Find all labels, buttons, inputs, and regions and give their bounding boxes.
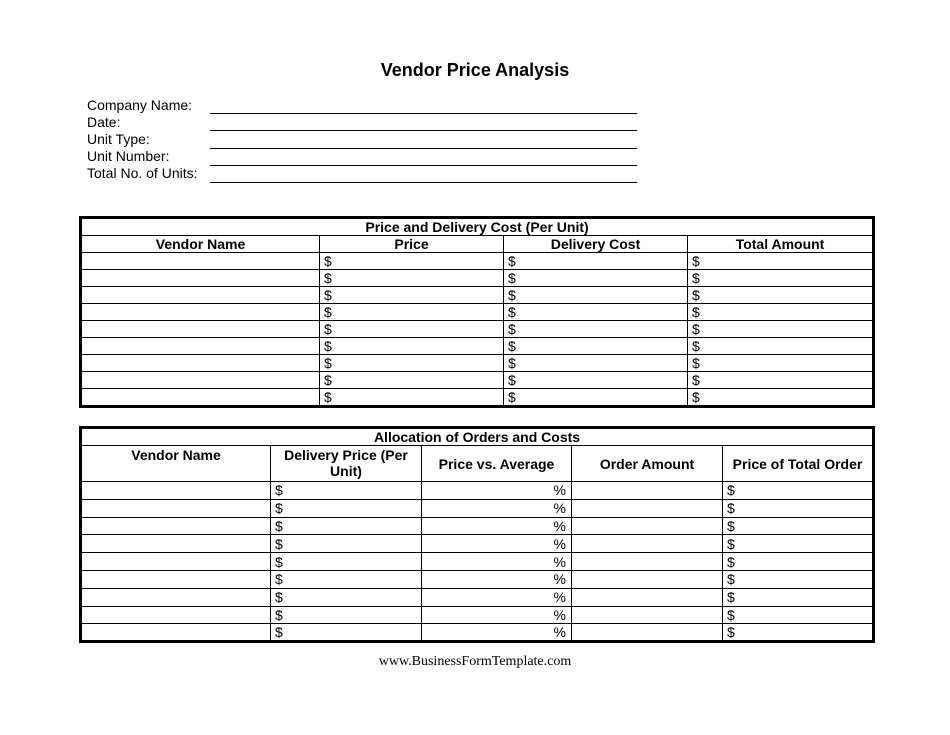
table-title: Allocation of Orders and Costs: [81, 428, 874, 446]
price-cell[interactable]: $: [320, 338, 504, 355]
table-row: [81, 389, 874, 407]
date-label: Date:: [87, 114, 121, 130]
price-cell[interactable]: $: [320, 355, 504, 372]
table-row: [81, 553, 874, 571]
table-row: [81, 355, 874, 372]
total-amount-cell[interactable]: $: [688, 321, 874, 338]
delivery-price-cell[interactable]: $: [271, 535, 422, 553]
total-amount-cell[interactable]: $: [688, 372, 874, 389]
allocation-table: [79, 426, 875, 643]
delivery-cost-cell[interactable]: $: [504, 355, 688, 372]
table-row: [81, 606, 874, 624]
vendor-name-cell[interactable]: [81, 372, 320, 389]
unit-number-label: Unit Number:: [87, 148, 170, 164]
delivery-cost-cell[interactable]: $: [504, 253, 688, 270]
price-vs-average-cell[interactable]: %: [422, 606, 572, 624]
delivery-price-cell[interactable]: $: [271, 570, 422, 588]
table-row: [81, 588, 874, 606]
order-amount-cell[interactable]: [572, 499, 723, 517]
delivery-cost-cell[interactable]: $: [504, 287, 688, 304]
total-amount-cell[interactable]: $: [688, 253, 874, 270]
column-header-delivery-cost: Delivery Cost: [504, 236, 688, 253]
price-vs-average-cell[interactable]: %: [422, 517, 572, 535]
delivery-cost-cell[interactable]: $: [504, 270, 688, 287]
table-row: [81, 570, 874, 588]
unit-number-field[interactable]: [210, 165, 637, 166]
vendor-name-cell[interactable]: [81, 606, 271, 624]
order-amount-cell[interactable]: [572, 588, 723, 606]
table-row: [81, 253, 874, 270]
order-amount-cell[interactable]: [572, 570, 723, 588]
delivery-cost-cell[interactable]: $: [504, 321, 688, 338]
company-name-field[interactable]: [210, 113, 637, 114]
unit-type-label: Unit Type:: [87, 131, 150, 147]
vendor-name-cell[interactable]: [81, 355, 320, 372]
total-amount-cell[interactable]: $: [688, 270, 874, 287]
table-row: [81, 517, 874, 535]
delivery-price-cell[interactable]: $: [271, 482, 422, 500]
delivery-price-cell[interactable]: $: [271, 606, 422, 624]
price-cell[interactable]: $: [320, 389, 504, 407]
price-cell[interactable]: $: [320, 253, 504, 270]
column-header-price-vs-average: Price vs. Average: [422, 446, 572, 482]
table-row: [81, 372, 874, 389]
column-header-vendor-name: Vendor Name: [81, 446, 271, 482]
price-vs-average-cell[interactable]: %: [422, 499, 572, 517]
delivery-cost-cell[interactable]: $: [504, 338, 688, 355]
delivery-price-cell[interactable]: $: [271, 553, 422, 571]
unit-type-field[interactable]: [210, 148, 637, 149]
table-row: [81, 270, 874, 287]
price-of-total-order-cell[interactable]: $: [723, 624, 874, 642]
vendor-name-cell[interactable]: [81, 517, 271, 535]
vendor-name-cell[interactable]: [81, 253, 320, 270]
delivery-price-cell[interactable]: $: [271, 624, 422, 642]
order-amount-cell[interactable]: [572, 517, 723, 535]
table-row: [81, 321, 874, 338]
table-title: Price and Delivery Cost (Per Unit): [81, 218, 874, 236]
total-amount-cell[interactable]: $: [688, 338, 874, 355]
price-of-total-order-cell[interactable]: $: [723, 553, 874, 571]
column-header-price-of-total-order: Price of Total Order: [723, 446, 874, 482]
delivery-price-cell[interactable]: $: [271, 517, 422, 535]
vendor-name-cell[interactable]: [81, 553, 271, 571]
price-of-total-order-cell[interactable]: $: [723, 499, 874, 517]
total-units-label: Total No. of Units:: [87, 165, 198, 181]
total-amount-cell[interactable]: $: [688, 304, 874, 321]
delivery-cost-cell[interactable]: $: [504, 389, 688, 407]
table-row: [81, 304, 874, 321]
column-header-order-amount: Order Amount: [572, 446, 723, 482]
vendor-name-cell[interactable]: [81, 389, 320, 407]
date-field[interactable]: [210, 130, 637, 131]
table-row: [81, 482, 874, 500]
price-of-total-order-cell[interactable]: $: [723, 535, 874, 553]
delivery-cost-cell[interactable]: $: [504, 304, 688, 321]
price-of-total-order-cell[interactable]: $: [723, 482, 874, 500]
table-row: [81, 499, 874, 517]
table-row: [81, 287, 874, 304]
price-of-total-order-cell[interactable]: $: [723, 517, 874, 535]
price-of-total-order-cell[interactable]: $: [723, 606, 874, 624]
price-vs-average-cell[interactable]: %: [422, 588, 572, 606]
price-delivery-table: [79, 216, 875, 408]
company-name-label: Company Name:: [87, 97, 193, 113]
delivery-price-cell[interactable]: $: [271, 499, 422, 517]
order-amount-cell[interactable]: [572, 606, 723, 624]
table-row: [81, 535, 874, 553]
price-vs-average-cell[interactable]: %: [422, 482, 572, 500]
footer-website: www.BusinessFormTemplate.com: [378, 654, 572, 669]
delivery-cost-cell[interactable]: $: [504, 372, 688, 389]
column-header-delivery-price: Delivery Price (Per Unit): [271, 446, 422, 482]
vendor-name-cell[interactable]: [81, 570, 271, 588]
column-header-price: Price: [320, 236, 504, 253]
vendor-name-cell[interactable]: [81, 482, 271, 500]
price-cell[interactable]: $: [320, 372, 504, 389]
price-cell[interactable]: $: [320, 304, 504, 321]
price-cell[interactable]: $: [320, 270, 504, 287]
price-vs-average-cell[interactable]: %: [422, 553, 572, 571]
vendor-name-cell[interactable]: [81, 588, 271, 606]
vendor-name-cell[interactable]: [81, 624, 271, 642]
delivery-price-cell[interactable]: $: [271, 588, 422, 606]
price-vs-average-cell[interactable]: %: [422, 624, 572, 642]
vendor-name-cell[interactable]: [81, 321, 320, 338]
price-vs-average-cell[interactable]: %: [422, 535, 572, 553]
price-of-total-order-cell[interactable]: $: [723, 570, 874, 588]
vendor-name-cell[interactable]: [81, 499, 271, 517]
order-amount-cell[interactable]: [572, 624, 723, 642]
price-of-total-order-cell[interactable]: $: [723, 588, 874, 606]
column-header-vendor-name: Vendor Name: [81, 236, 320, 253]
table-row: [81, 338, 874, 355]
total-amount-cell[interactable]: $: [688, 287, 874, 304]
order-amount-cell[interactable]: [572, 535, 723, 553]
vendor-name-cell[interactable]: [81, 304, 320, 321]
table-row: [81, 624, 874, 642]
price-vs-average-cell[interactable]: %: [422, 570, 572, 588]
order-amount-cell[interactable]: [572, 553, 723, 571]
price-cell[interactable]: $: [320, 287, 504, 304]
page-title: Vendor Price Analysis: [380, 60, 570, 80]
order-amount-cell[interactable]: [572, 482, 723, 500]
total-amount-cell[interactable]: $: [688, 389, 874, 407]
price-cell[interactable]: $: [320, 321, 504, 338]
total-amount-cell[interactable]: $: [688, 355, 874, 372]
column-header-total-amount: Total Amount: [688, 236, 874, 253]
vendor-name-cell[interactable]: [81, 338, 320, 355]
vendor-name-cell[interactable]: [81, 287, 320, 304]
total-units-field[interactable]: [210, 182, 637, 183]
vendor-name-cell[interactable]: [81, 535, 271, 553]
vendor-name-cell[interactable]: [81, 270, 320, 287]
